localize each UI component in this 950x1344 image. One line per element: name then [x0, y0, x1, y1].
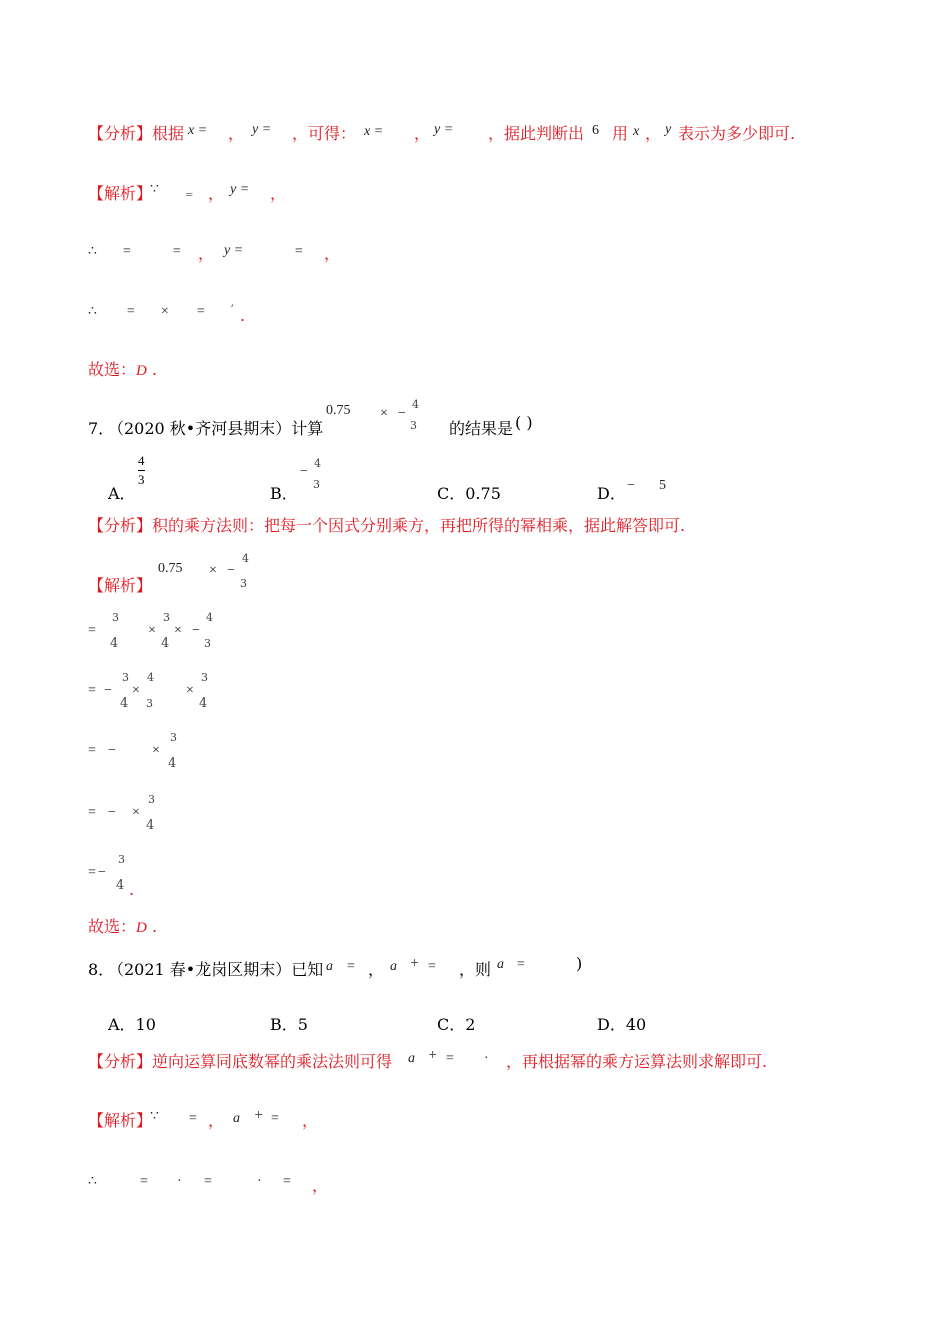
- math-expr: 3: [201, 671, 208, 684]
- option-d: D．40: [597, 1015, 647, 1034]
- math-expr: x: [633, 124, 640, 139]
- math-expr: ·: [257, 1174, 262, 1189]
- math-expr: x =: [188, 123, 208, 138]
- comma: ，: [208, 1111, 225, 1130]
- math-expr: =: [88, 805, 96, 820]
- comma: ，: [208, 184, 225, 203]
- math-expr: 4: [206, 611, 213, 624]
- math-expr: =: [283, 1174, 291, 1189]
- math-expr: =: [88, 865, 96, 880]
- choice-line: 故选：D .: [88, 917, 158, 936]
- math-expr: a: [233, 1111, 240, 1126]
- question-tail: 的结果是: [449, 419, 514, 438]
- choice-line: 故选：D .: [88, 360, 158, 379]
- math-expr: 4: [242, 552, 249, 565]
- math-expr: =: [172, 244, 182, 259]
- analysis-text: ，据此判断出: [488, 124, 585, 143]
- math-expr: −: [398, 406, 406, 421]
- math-expr: −: [108, 805, 116, 820]
- math-expr: −: [627, 478, 635, 493]
- math-expr: x =: [364, 124, 384, 139]
- math-expr: 3: [313, 478, 320, 491]
- math-expr: −: [227, 563, 235, 578]
- math-expr: ×: [132, 805, 140, 820]
- math-expr: 4: [199, 696, 208, 711]
- math-expr: 3: [204, 637, 211, 650]
- period: .: [240, 306, 246, 325]
- math-expr: 3: [170, 731, 177, 744]
- denominator: 3: [138, 472, 145, 487]
- math-expr: 3: [163, 611, 170, 624]
- numerator: 4: [138, 453, 145, 468]
- math-expr: ×: [160, 304, 170, 319]
- math-expr: 4: [314, 457, 321, 470]
- answer-blank: ( ): [515, 413, 533, 432]
- math-expr: 3: [112, 611, 119, 624]
- option-a: A．: [108, 484, 136, 503]
- analysis-text: 积的乘方法则：把每一个因式分别乘方，再把所得的幂相乘，据此解答即可.: [152, 516, 686, 535]
- math-expr: −: [98, 865, 106, 880]
- math-expr: 3: [148, 793, 155, 806]
- analysis-line: [88, 124, 184, 144]
- solution-label: 【解析】: [88, 1111, 153, 1130]
- analysis-label: 【分析】: [88, 124, 153, 143]
- question-number: 8．: [88, 960, 115, 979]
- math-expr: =: [347, 959, 355, 974]
- solution-label: 【解析】: [88, 576, 153, 595]
- analysis-text: 逆向运算同底数幂的乘法法则可得: [152, 1052, 393, 1071]
- option-b: B．: [270, 484, 298, 503]
- math-expr: =: [88, 683, 96, 698]
- period: .: [129, 880, 135, 899]
- comma: ，: [302, 1111, 319, 1130]
- analysis-text: 用: [612, 124, 629, 143]
- math-expr: a: [497, 957, 504, 972]
- comma: ，: [228, 124, 245, 143]
- math-expr: y =: [252, 122, 272, 137]
- math-expr: =: [517, 957, 525, 972]
- math-expr: 0.75: [158, 561, 183, 576]
- comma: ，: [198, 244, 215, 263]
- math-expr: 3: [118, 853, 125, 866]
- question-text: ，则: [459, 960, 492, 979]
- answer-blank: ): [576, 954, 583, 973]
- math-expr: ×: [152, 743, 160, 758]
- math-expr: =: [122, 244, 132, 259]
- choice-label: 故选：: [88, 360, 137, 379]
- math-expr: ×: [132, 683, 140, 698]
- math-expr: =: [88, 623, 96, 638]
- analysis-text: 根据: [152, 124, 185, 143]
- math-expr: 5: [659, 478, 666, 493]
- math-expr: =: [428, 959, 436, 974]
- analysis-text: 表示为多少即可.: [678, 124, 796, 143]
- option-c: C．0.75: [437, 484, 501, 503]
- choice-value: D: [136, 920, 147, 936]
- analysis-label: 【分析】: [88, 1052, 153, 1071]
- math-expr: −: [192, 623, 200, 638]
- math-expr: ×: [174, 623, 182, 638]
- option-d: D．: [597, 484, 626, 503]
- math-expr: =: [446, 1051, 454, 1066]
- analysis-text: ，可得：: [292, 124, 357, 143]
- math-expr: =: [140, 1174, 148, 1189]
- math-expr: a: [326, 959, 333, 974]
- math-expr: ∵: [150, 1109, 159, 1124]
- comma: ，: [414, 124, 431, 143]
- math-expr: 4: [412, 398, 419, 411]
- math-expr: =: [271, 1111, 279, 1126]
- math-expr: ʼ: [230, 303, 234, 316]
- question-number: 7．: [88, 419, 115, 438]
- math-expr: ∴: [88, 304, 97, 319]
- analysis-line: [88, 516, 685, 536]
- math-expr: ×: [148, 623, 156, 638]
- math-expr: =: [189, 1111, 197, 1126]
- comma: ，: [368, 960, 385, 979]
- math-expr: 4: [116, 878, 125, 893]
- question-source: （2020 秋•齐河县期末）计算: [108, 419, 324, 438]
- option-a: A．10: [108, 1015, 156, 1034]
- math-expr: ·: [484, 1051, 489, 1066]
- analysis-text: ，再根据幂的乘方运算法则求解即可.: [506, 1052, 768, 1071]
- math-expr: −: [108, 743, 116, 758]
- analysis-label: 【分析】: [88, 516, 153, 535]
- option-b: B．5: [270, 1015, 308, 1034]
- math-expr: 3: [122, 671, 129, 684]
- math-expr: =: [185, 190, 194, 201]
- math-expr: =: [196, 304, 206, 319]
- choice-value: D: [136, 363, 147, 379]
- math-expr: 4: [120, 696, 129, 711]
- math-expr: 0.75: [326, 403, 351, 418]
- analysis-line: [88, 1052, 392, 1072]
- math-expr: =: [88, 743, 96, 758]
- math-expr: 4: [168, 756, 177, 771]
- math-expr: 4: [146, 818, 155, 833]
- math-expr: ∵: [150, 182, 159, 197]
- math-expr: −: [300, 464, 308, 479]
- comma: ，: [645, 124, 662, 143]
- math-expr: −: [104, 683, 112, 698]
- math-expr: =: [204, 1174, 212, 1189]
- math-expr: 4: [161, 636, 170, 651]
- math-expr: ∴: [88, 1174, 97, 1189]
- math-expr: 3: [410, 419, 417, 432]
- math-expr: ×: [380, 406, 388, 421]
- question-source: （2021 春•龙岗区期末）已知: [108, 960, 324, 979]
- math-expr: ×: [209, 563, 217, 578]
- math-expr: y =: [230, 182, 250, 197]
- choice-label: 故选：: [88, 917, 137, 936]
- math-expr: 3: [240, 577, 247, 590]
- math-expr: 3: [146, 697, 153, 710]
- math-expr: a: [390, 959, 397, 974]
- option-a-fraction: [138, 454, 145, 487]
- math-expr: +: [428, 1048, 438, 1061]
- option-c: C．2: [437, 1015, 476, 1034]
- comma: ，: [312, 1176, 329, 1195]
- math-expr: ∴: [88, 244, 97, 259]
- math-expr: =: [126, 304, 136, 319]
- math-expr: 4: [110, 636, 119, 651]
- math-expr: +: [410, 956, 420, 969]
- math-expr: y =: [434, 122, 454, 137]
- solution-label: 【解析】: [88, 184, 153, 203]
- comma: ，: [324, 244, 341, 263]
- math-expr: 4: [147, 671, 154, 684]
- math-expr: +: [254, 1108, 264, 1121]
- comma: ，: [270, 184, 287, 203]
- math-expr: ×: [186, 683, 194, 698]
- math-expr: y =: [224, 243, 244, 258]
- math-expr: a: [408, 1051, 415, 1066]
- math-expr: 6: [592, 123, 599, 138]
- math-expr: ·: [177, 1174, 182, 1189]
- math-expr: y: [665, 122, 672, 137]
- math-expr: =: [294, 244, 304, 259]
